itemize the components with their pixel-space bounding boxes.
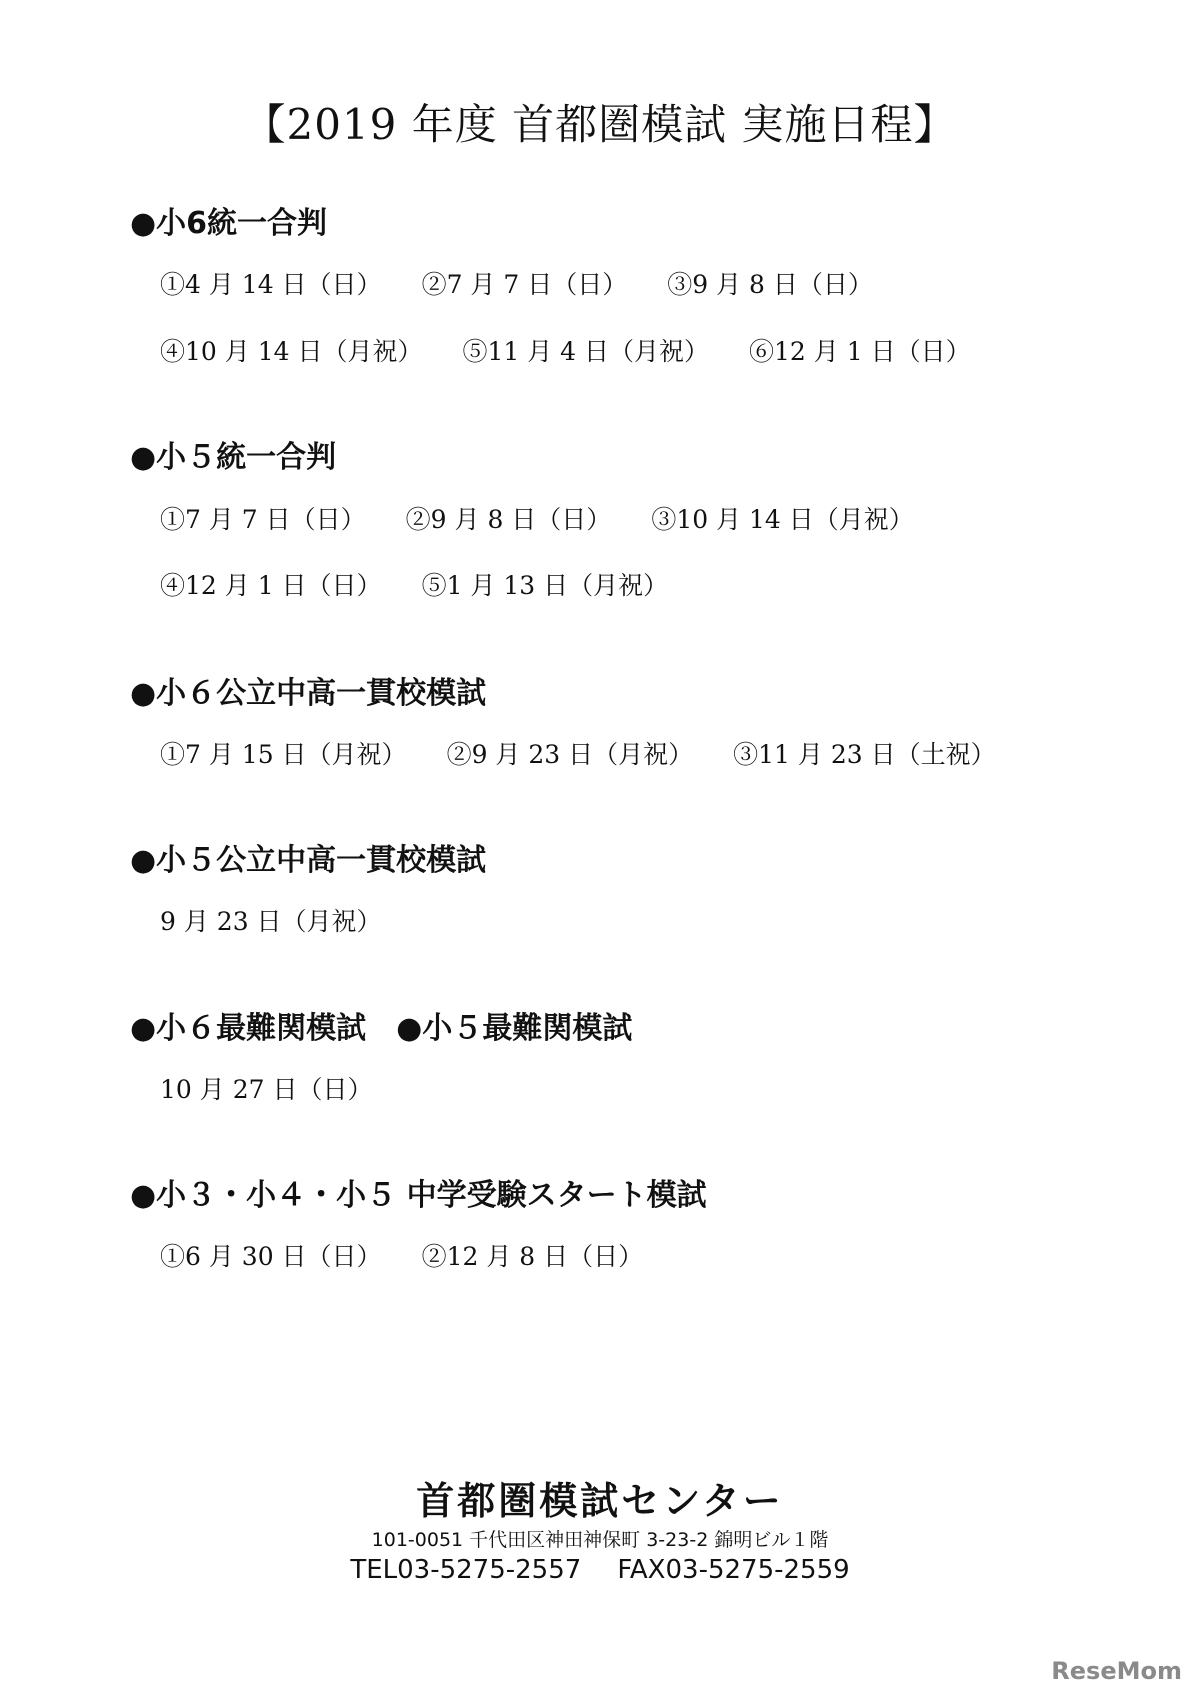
organization-name: 首都圏模試センター <box>416 1479 784 1523</box>
date-line <box>160 500 954 536</box>
tel-number: TEL03-5275-2557 <box>350 1555 582 1585</box>
exam-date: ①6 月 30 日（日） <box>160 1242 382 1271</box>
fax-number: FAX03-5275-2559 <box>617 1555 850 1585</box>
exam-date: ②9 月 8 日（日） <box>405 505 612 534</box>
date-line <box>160 265 913 301</box>
exam-date: ②9 月 23 日（月祝） <box>446 740 694 769</box>
exam-date: 10 月 27 日（日） <box>160 1075 373 1104</box>
exam-date: ①7 月 7 日（日） <box>160 505 366 534</box>
exam-date: ④10 月 14 日（月祝） <box>160 337 423 366</box>
date-line <box>160 1237 683 1273</box>
page-title: 【2019 年度 首都圏模試 実施日程】 <box>243 100 957 149</box>
exam-date: ①7 月 15 日（月祝） <box>160 740 407 769</box>
organization-address: 101-0051 千代田区神田神保町 3-23-2 錦明ビル１階 <box>371 1529 829 1551</box>
date-line <box>160 1070 412 1106</box>
section-heading-sho5-kōritsu: ●小５公立中高一貫校模試 <box>130 843 487 878</box>
exam-date: ①4 月 14 日（日） <box>160 270 382 299</box>
date-line <box>160 902 422 938</box>
date-line <box>160 566 708 602</box>
section-heading-start-moshi: ●小３・小４・小５ 中学受験スタート模試 <box>130 1178 707 1213</box>
exam-date: ④12 月 1 日（日） <box>160 571 382 600</box>
resemom-watermark: ReseMom <box>1051 1657 1182 1685</box>
date-line <box>160 735 1036 771</box>
contact-numbers <box>0 1555 1200 1585</box>
exam-date: 9 月 23 日（月祝） <box>160 907 382 936</box>
exam-date: ②7 月 7 日（日） <box>421 270 628 299</box>
exam-date: ③10 月 14 日（月祝） <box>651 505 914 534</box>
exam-date: ③11 月 23 日（土祝） <box>733 740 996 769</box>
section-heading-sho6-kōritsu: ●小６公立中高一貫校模試 <box>130 676 487 711</box>
date-line <box>160 332 1011 368</box>
exam-date: ③9 月 8 日（日） <box>667 270 873 299</box>
exam-date: ⑤1 月 13 日（月祝） <box>421 571 669 600</box>
exam-date: ②12 月 8 日（日） <box>421 1242 644 1271</box>
exam-date: ⑥12 月 1 日（日） <box>749 337 971 366</box>
section-heading-sainankan: ●小６最難関模試 ●小５最難関模試 <box>130 1011 633 1046</box>
section-heading-sho6-tōitsu: ●小6統一合判 <box>130 206 328 241</box>
exam-date: ⑤11 月 4 日（月祝） <box>462 337 710 366</box>
section-heading-sho5-tōitsu: ●小５統一合判 <box>130 440 337 475</box>
